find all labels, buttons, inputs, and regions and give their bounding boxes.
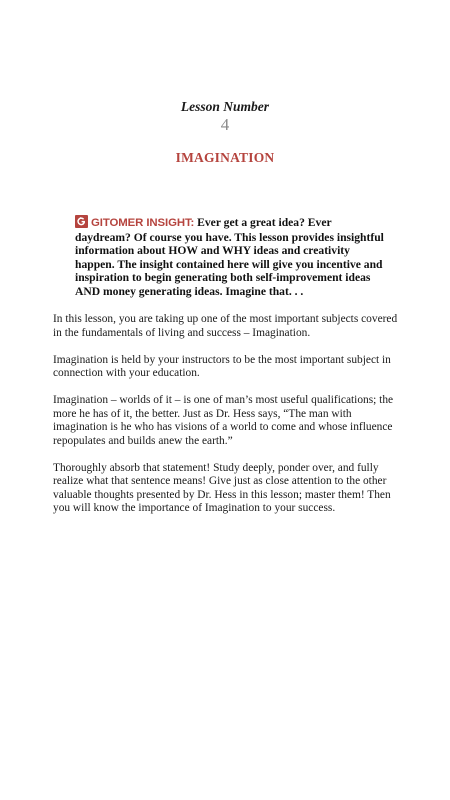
paragraph-1: In this lesson, you are taking up one of the most important subjects covered in the fundamentals of living and success – Imagination. bbox=[53, 313, 398, 339]
paragraph-2: Imagination is held by your instructors to be the most important subject in connection with your education. bbox=[53, 353, 391, 379]
insight-text: Ever get a great idea? Ever daydream? Of course you have. This lesson provides insightful information about HOW and WHY ideas and creativity happen. The insight contained here will give you incentive and inspiration to begin generating both self-improvement ideas AND money generating ideas. Imagine that. . . bbox=[75, 216, 384, 298]
gitomer-g-icon bbox=[75, 215, 88, 228]
lesson-title: IMAGINATION bbox=[175, 150, 275, 165]
paragraph-4: Thoroughly absorb that statement! Study deeply, ponder over, and fully realize what that sentence means! Give just as close attention to the other valuable thoughts presented by Dr. Hess in this lesson; master them! Then you will know the importance of Imagination to your success. bbox=[53, 461, 391, 514]
lesson-label: Lesson Number bbox=[180, 99, 270, 114]
paragraph-3: Imagination – worlds of it – is one of man’s most useful qualifications; the more he has of it, the better. Just as Dr. Hess says, “The man with imagination is he who has visions of a world to come and whose influence repopulates and builds anew the earth.” bbox=[53, 394, 394, 447]
lesson-body bbox=[53, 313, 398, 529]
lesson-number: 4 bbox=[220, 115, 230, 134]
gitomer-insight-box bbox=[75, 215, 385, 299]
insight-label: GITOMER INSIGHT: bbox=[91, 217, 195, 229]
